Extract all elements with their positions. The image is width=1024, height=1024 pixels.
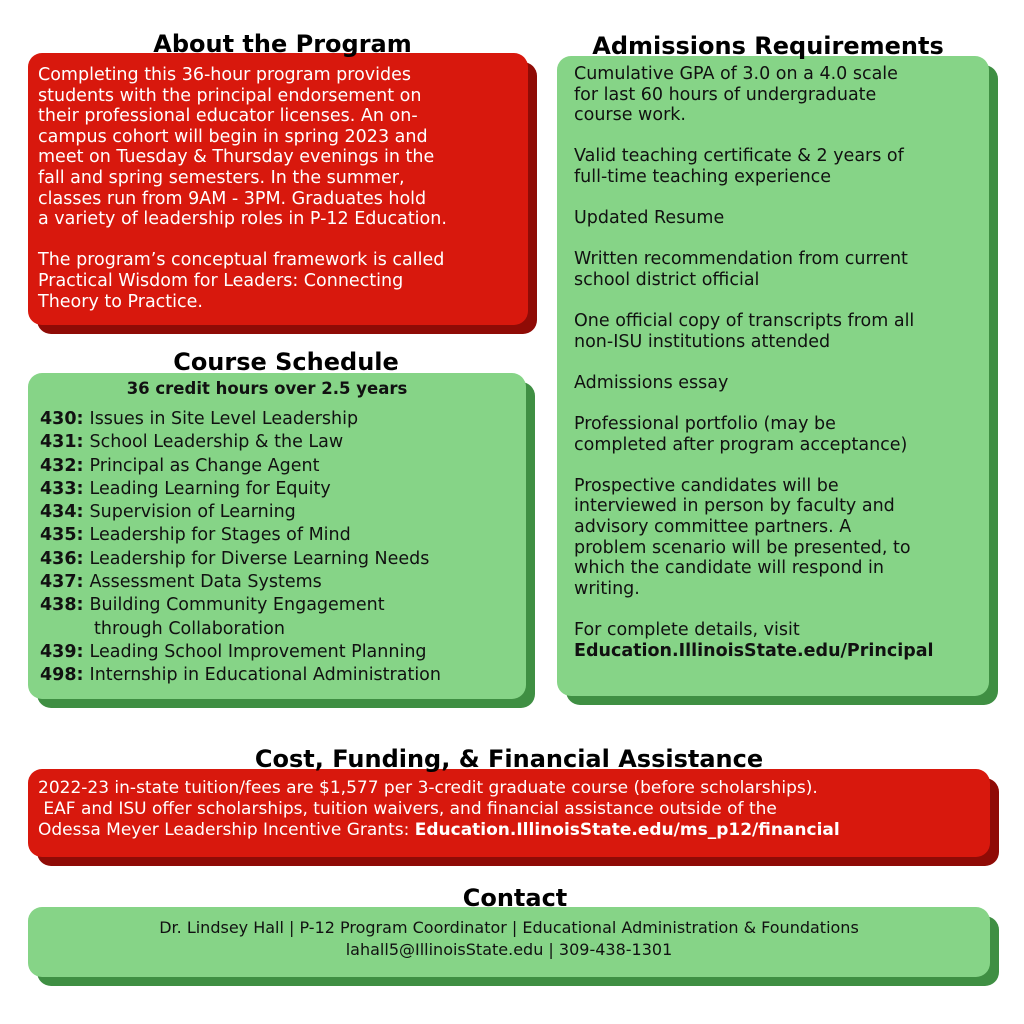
course-number: 430: bbox=[40, 409, 84, 429]
course-list bbox=[40, 408, 516, 688]
requirement-line: One official copy of transcripts from all bbox=[574, 311, 915, 332]
list-item bbox=[40, 501, 516, 524]
cost-box bbox=[28, 769, 990, 857]
course-title: Issues in Site Level Leadership bbox=[89, 409, 359, 429]
course-title-continuation: through Collaboration bbox=[94, 618, 285, 639]
requirement-portfolio bbox=[574, 414, 979, 455]
list-item bbox=[40, 524, 516, 547]
requirement-line: problem scenario will be presented, to bbox=[574, 537, 911, 558]
requirement-transcripts bbox=[574, 311, 979, 352]
requirement-line: Cumulative GPA of 3.0 on a 4.0 scale bbox=[574, 64, 898, 84]
requirement-certificate bbox=[574, 146, 979, 187]
about-line: The program’s conceptual framework is called bbox=[38, 250, 445, 271]
course-title: Building Community Engagement bbox=[89, 595, 385, 616]
course-title: Assessment Data Systems bbox=[89, 572, 322, 593]
course-number: 439: bbox=[40, 641, 84, 662]
list-item bbox=[40, 594, 516, 617]
requirement-details bbox=[574, 620, 979, 661]
course-title: Leading School Improvement Planning bbox=[89, 641, 427, 662]
requirement-line: for last 60 hours of undergraduate bbox=[574, 84, 877, 105]
cost-line-3-text: Odessa Meyer Leadership Incentive Grants: bbox=[38, 820, 415, 840]
course-title: Supervision of Learning bbox=[89, 502, 296, 523]
admissions-box bbox=[557, 56, 989, 696]
course-number: 431: bbox=[40, 432, 84, 453]
about-line: classes run from 9AM - 3PM. Graduates hold bbox=[38, 188, 427, 209]
list-item bbox=[40, 664, 516, 687]
about-box bbox=[28, 53, 528, 325]
about-line: their professional educator licenses. An on- bbox=[38, 106, 418, 127]
course-number: 432: bbox=[40, 455, 84, 476]
requirement-line: Prospective candidates will be bbox=[574, 475, 839, 496]
course-title: Leadership for Stages of Mind bbox=[89, 525, 351, 546]
about-line: Theory to Practice. bbox=[38, 291, 203, 312]
contact-line-1: Dr. Lindsey Hall | P-12 Program Coordinator | Educational Administration & Foundations bbox=[159, 918, 859, 937]
requirement-line: full-time teaching experience bbox=[574, 166, 832, 187]
about-line: students with the principal endorsement on bbox=[38, 85, 422, 106]
requirement-line: advisory committee partners. A bbox=[574, 517, 852, 538]
list-item bbox=[40, 478, 516, 501]
requirement-gpa bbox=[574, 64, 979, 126]
course-subheading: 36 credit hours over 2.5 years bbox=[126, 379, 408, 398]
requirement-line: Valid teaching certificate & 2 years of bbox=[574, 146, 904, 167]
course-title: Internship in Educational Administration bbox=[89, 665, 441, 686]
about-paragraph-1 bbox=[38, 65, 518, 230]
about-line: a variety of leadership roles in P-12 Education. bbox=[38, 209, 447, 230]
course-schedule-box bbox=[28, 373, 526, 699]
course-number: 433: bbox=[40, 478, 84, 499]
requirement-line: school district official bbox=[574, 269, 760, 290]
requirement-line: non-ISU institutions attended bbox=[574, 331, 831, 352]
about-heading: About the Program bbox=[153, 30, 412, 58]
list-item bbox=[40, 641, 516, 664]
course-number: 435: bbox=[40, 525, 84, 546]
course-number: 437: bbox=[40, 572, 84, 593]
requirement-line: course work. bbox=[574, 105, 686, 126]
principal-program-link[interactable]: Education.IllinoisState.edu/Principal bbox=[574, 640, 934, 661]
list-item bbox=[40, 571, 516, 594]
requirement-line: Written recommendation from current bbox=[574, 249, 908, 270]
course-schedule-heading: Course Schedule bbox=[173, 348, 399, 376]
about-paragraph-2 bbox=[38, 250, 518, 312]
course-title: Principal as Change Agent bbox=[89, 455, 320, 476]
cost-line-1: 2022-23 in-state tuition/fees are $1,577 per 3-credit graduate course (before scholarships). bbox=[38, 778, 818, 798]
details-text: For complete details, visit bbox=[574, 620, 800, 641]
requirement-line: Professional portfolio (may be bbox=[574, 414, 836, 435]
requirement-recommendation bbox=[574, 249, 979, 290]
contact-box bbox=[28, 907, 990, 977]
cost-line-2: EAF and ISU offer scholarships, tuition waivers, and financial assistance outside of the bbox=[38, 799, 777, 819]
list-item bbox=[40, 408, 516, 431]
course-number: 434: bbox=[40, 502, 84, 523]
requirement-line: writing. bbox=[574, 578, 640, 599]
course-number: 438: bbox=[40, 595, 84, 616]
cost-line-3 bbox=[38, 820, 980, 841]
requirement-essay: Admissions essay bbox=[574, 372, 729, 393]
contact-line-2: lahall5@IllinoisState.edu | 309-438-1301 bbox=[345, 940, 673, 959]
about-line: fall and spring semesters. In the summer, bbox=[38, 167, 405, 188]
cost-heading: Cost, Funding, & Financial Assistance bbox=[254, 745, 764, 773]
course-title: Leadership for Diverse Learning Needs bbox=[89, 548, 430, 569]
about-line: campus cohort will begin in spring 2023 and bbox=[38, 126, 428, 147]
about-line: Practical Wisdom for Leaders: Connecting bbox=[38, 270, 404, 291]
requirement-resume: Updated Resume bbox=[574, 208, 725, 229]
about-line: meet on Tuesday & Thursday evenings in the bbox=[38, 147, 435, 168]
about-line: Completing this 36-hour program provides bbox=[38, 65, 412, 85]
course-title: School Leadership & the Law bbox=[89, 432, 344, 453]
list-item bbox=[40, 431, 516, 454]
requirement-interview bbox=[574, 476, 979, 600]
financial-link[interactable]: Education.IllinoisState.edu/ms_p12/financial bbox=[414, 820, 840, 840]
course-title: Leading Learning for Equity bbox=[89, 478, 331, 499]
admissions-heading: Admissions Requirements bbox=[592, 32, 944, 60]
contact-heading: Contact bbox=[462, 884, 568, 912]
list-item bbox=[40, 455, 516, 478]
course-number: 498: bbox=[40, 665, 84, 686]
course-number: 436: bbox=[40, 548, 84, 569]
requirement-line: completed after program acceptance) bbox=[574, 434, 908, 455]
list-item bbox=[40, 548, 516, 571]
requirement-line: which the candidate will respond in bbox=[574, 558, 884, 579]
requirement-line: interviewed in person by faculty and bbox=[574, 496, 895, 517]
